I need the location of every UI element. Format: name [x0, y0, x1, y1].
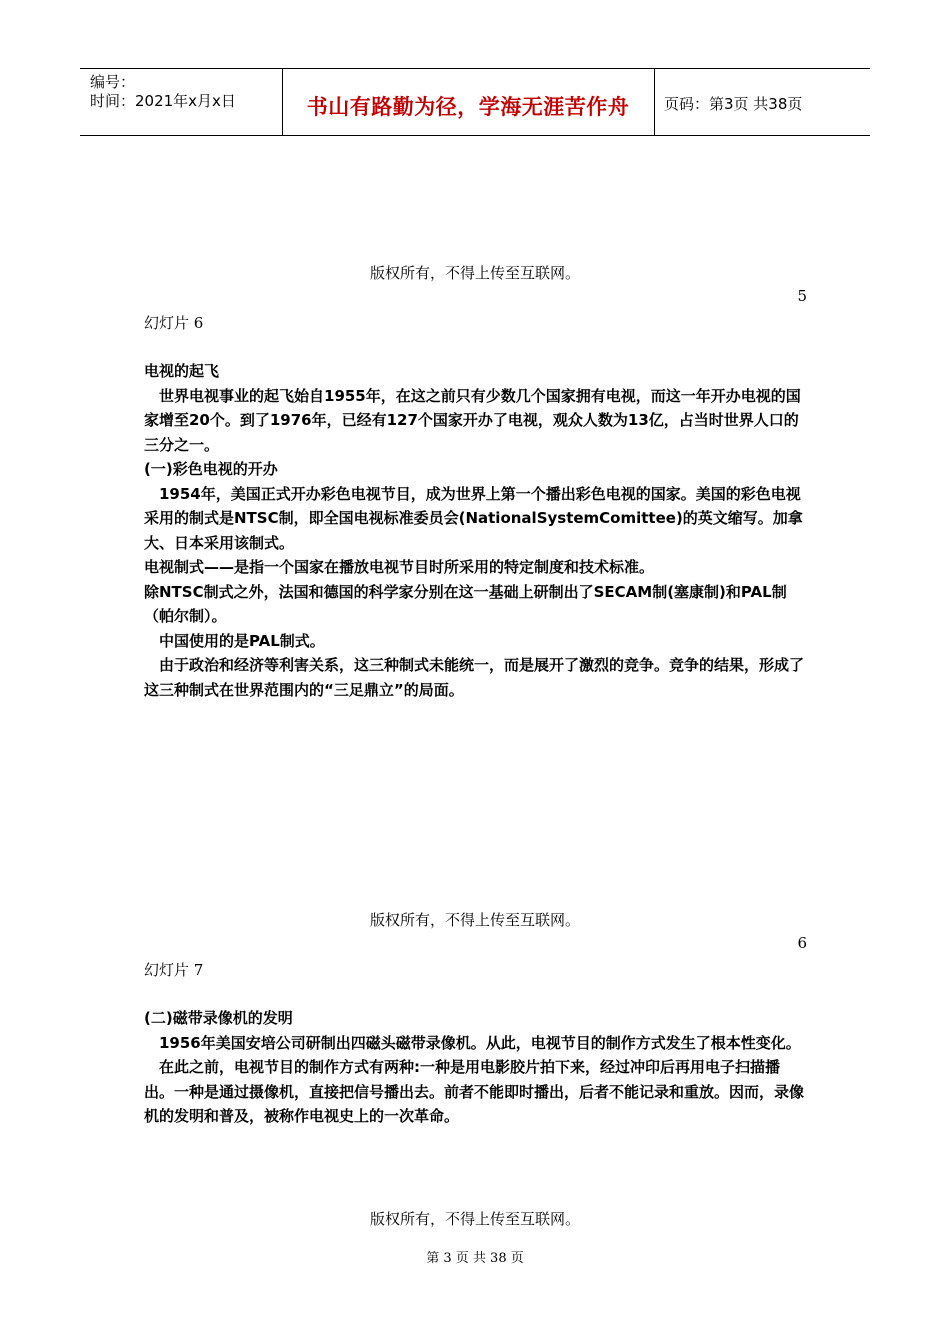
- header-motto: 书山有路勤为径，学海无涯苦作舟: [306, 95, 630, 119]
- header-time-label: 时间：2021年x月x日: [90, 92, 236, 110]
- header-page-info: 页码：第3页 共38页: [664, 95, 803, 113]
- section-heading: (一)彩色电视的开办: [144, 460, 278, 478]
- paragraph: 1956年美国安培公司研制出四磁头磁带录像机。从此，电视节目的制作方式发生了根本性变化。: [159, 1033, 801, 1052]
- paragraph: 1954年，美国正式开办彩色电视节目，成为世界上第一个播出彩色电视的国家。美国的彩色电视采用的制式是NTSC制，即全国电视标准委员会(NationalSystemComittee)的英文缩写。加拿大、日本采用该制式。: [144, 484, 803, 552]
- page-number: 6: [797, 934, 807, 952]
- copyright-notice: 版权所有，不得上传至互联网。: [369, 911, 580, 929]
- copyright-notice: 版权所有，不得上传至互联网。: [369, 1210, 580, 1228]
- paragraph: 除NTSC制式之外，法国和德国的科学家分别在这一基础上研制出了SECAM制(塞康制)和PAL制（帕尔制）。: [144, 582, 787, 625]
- paragraph: 电视制式——是指一个国家在播放电视节目时所采用的特定制度和技术标准。: [144, 558, 655, 576]
- section-heading: (二)磁带录像机的发明: [144, 1009, 293, 1027]
- slide-label: 幻灯片 6: [144, 314, 204, 332]
- paragraph: 中国使用的是PAL制式。: [159, 631, 325, 650]
- section-heading: 电视的起飞: [144, 362, 220, 380]
- copyright-notice: 版权所有，不得上传至互联网。: [369, 264, 580, 282]
- paragraph: 世界电视事业的起飞始自1955年，在这之前只有少数几个国家拥有电视，而这一年开办电视的国家增至20个。到了1976年，已经有127个国家开办了电视，观众人数为13亿，占当时世界人口的三分之一。: [144, 386, 801, 454]
- page-number: 5: [797, 287, 807, 305]
- paragraph: 由于政治和经济等利害关系，这三种制式未能统一，而是展开了激烈的竞争。竞争的结果，形成了这三种制式在世界范围内的“三足鼎立”的局面。: [144, 656, 805, 699]
- header-divider-right: [654, 69, 655, 136]
- slide-label: 幻灯片 7: [144, 961, 204, 979]
- slide-content: [144, 1006, 804, 1129]
- paragraph: 在此之前，电视节目的制作方式有两种:一种是用电影胶片拍下来，经过冲印后再用电子扫描播出。一种是通过摄像机，直接把信号播出去。前者不能即时播出，后者不能记录和重放。因而，录像机的发明和普及，被称作电视史上的一次革命。: [144, 1058, 805, 1125]
- header-bottom-border: [80, 135, 870, 136]
- slide-content: [144, 359, 804, 702]
- header-number-label: 编号：: [90, 73, 136, 91]
- footer-page-text: 第 3 页 共 38 页: [426, 1251, 524, 1266]
- header-top-border: [80, 68, 870, 69]
